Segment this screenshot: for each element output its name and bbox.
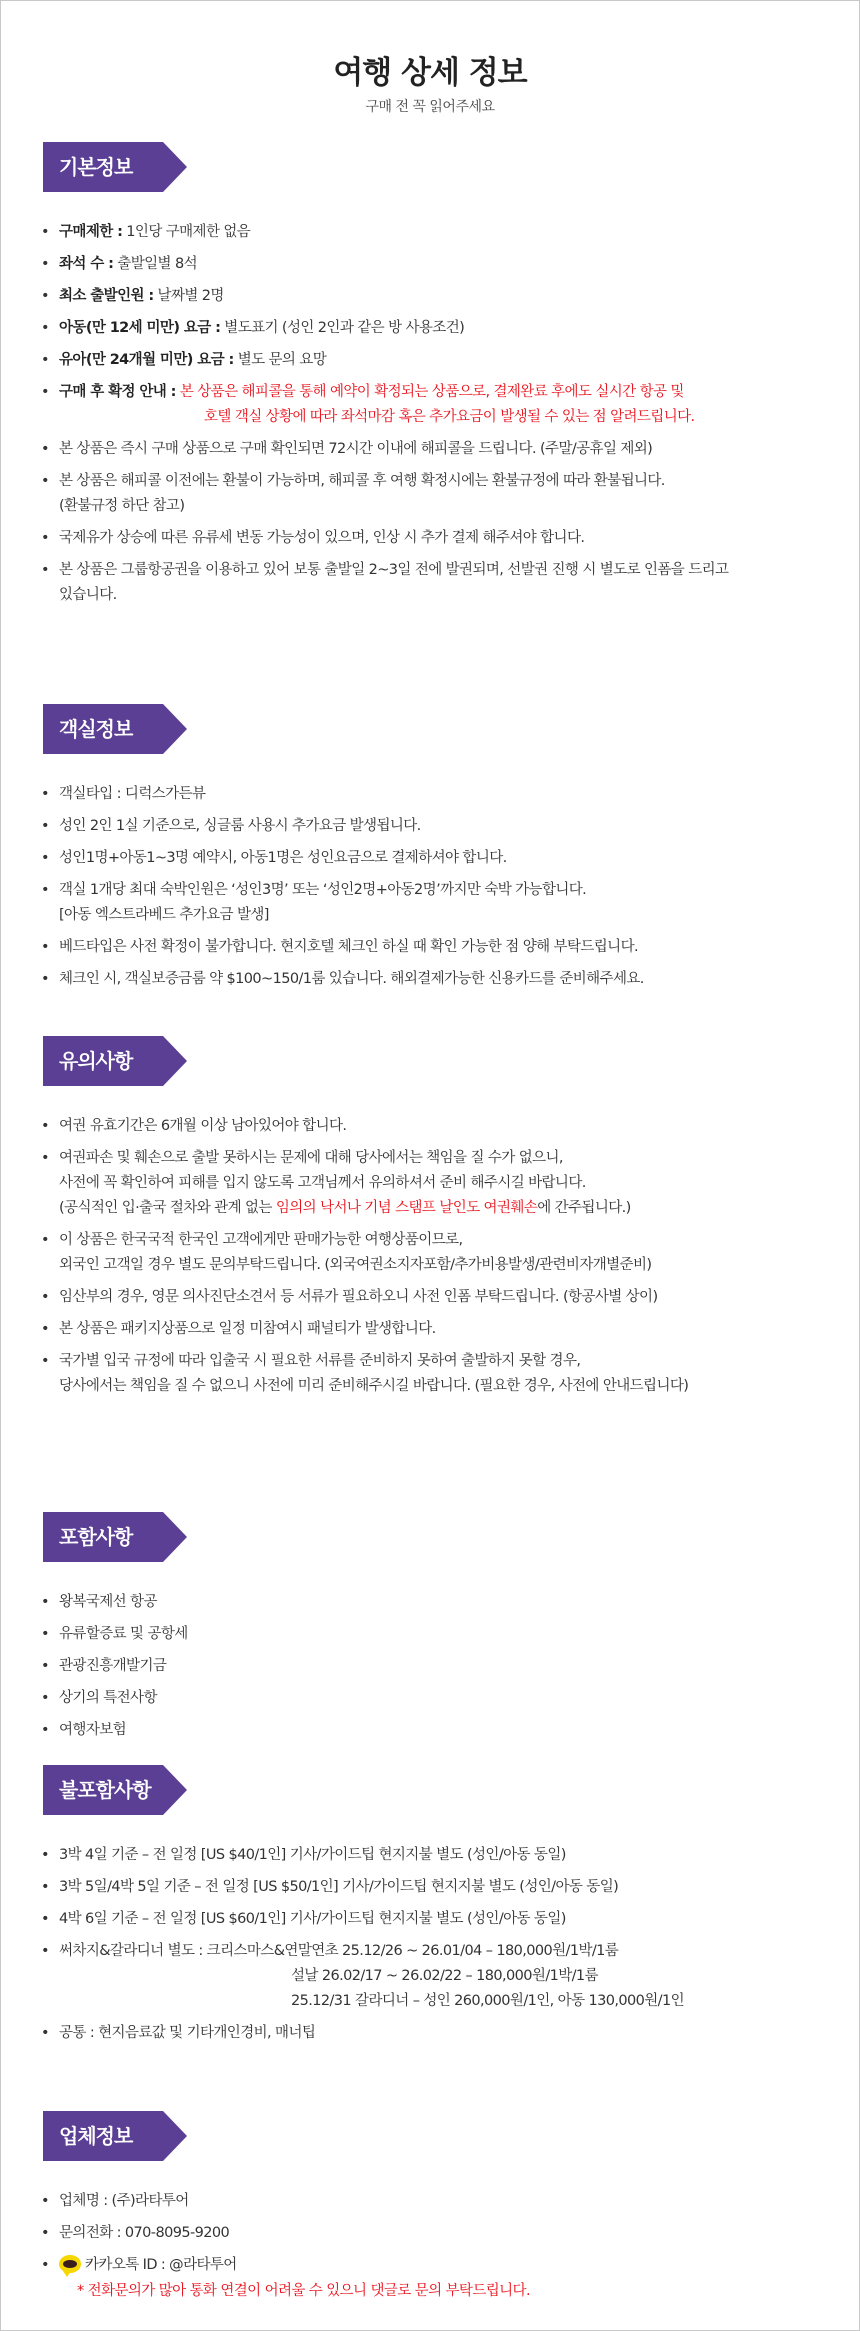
included-list	[1, 1590, 859, 1743]
list-item: • 본 상품은 그룹항공권을 이용하고 있어 보통 출발일 2~3일 전에 발권되며, 선발권 진행 시 별도로 인폼을 드리고 있습니다.	[41, 562, 729, 603]
list-item: • 본 상품은 패키지상품으로 일정 미참여시 패널티가 발생합니다.	[41, 1321, 436, 1337]
kakaotalk-icon	[59, 2255, 81, 2273]
list-item: • 왕복국제선 항공	[41, 1594, 157, 1610]
list-item: • 국제유가 상승에 따른 유류세 변동 가능성이 있으며, 인상 시 추가 결제 해주셔야 합니다.	[41, 530, 585, 546]
notice-list	[1, 1114, 859, 1399]
section-tag	[43, 142, 185, 192]
page-subtitle: 구매 전 꼭 읽어주세요	[365, 99, 495, 115]
list-item: • 임산부의 경우, 영문 의사진단소견서 등 서류가 필요하오니 사전 인폼 부탁드립니다. (항공사별 상이)	[41, 1289, 658, 1305]
list-item: • 공통 : 현지음료값 및 기타개인경비, 매너팁	[41, 2025, 316, 2041]
room-list	[1, 782, 859, 992]
list-item: • 구매제한 : 1인당 구매제한 없음	[41, 224, 251, 240]
list-item: • 본 상품은 즉시 구매 상품으로 구매 확인되면 72시간 이내에 해피콜을 드립니다. (주말/공휴일 제외)	[41, 441, 653, 457]
excluded-list	[1, 1843, 859, 2046]
list-item: • 3박 4일 기준 – 전 일정 [US $40/1인] 기사/가이드팁 현지지불 별도 (성인/아동 동일)	[41, 1847, 566, 1863]
list-item: • 여권파손 및 훼손으로 출발 못하시는 문제에 대해 당사에서는 책임을 질 수가 없으니, 사전에 꼭 확인하여 피해를 입지 않도록 고객님께서 유의하셔서 준비 해주시길 바랍니다. (공식적인 입·출국 절차와 관계 없는 임의의 낙서나 기념 스탬프 날인도 여권훼손에 간주됩니다.)	[41, 1150, 631, 1216]
section-tag	[43, 1036, 185, 1086]
section-tag	[43, 2111, 185, 2161]
list-item: • 성인 2인 1실 기준으로, 싱글룸 사용시 추가요금 발생됩니다.	[41, 818, 421, 834]
list-item: • 3박 5일/4박 5일 기준 – 전 일정 [US $50/1인] 기사/가이드팁 현지지불 별도 (성인/아동 동일)	[41, 1879, 619, 1895]
list-item: • 유류할증료 및 공항세	[41, 1626, 188, 1642]
list-item: • 여권 유효기간은 6개월 이상 남아있어야 합니다.	[41, 1118, 347, 1134]
section-title: 객실정보	[59, 717, 133, 741]
list-item: • 써차지&갈라디너 별도 : 크리스마스&연말연초 25.12/26 ~ 26.01/04 – 180,000원/1박/1룸 설날 26.02/17 ~ 26.02/22 – 180,000원/1박/1룸 25.12/31 갈라디너 – 성인 260,000원/1인, 아동 130,000원/1인	[41, 1943, 684, 2009]
section-room	[1, 704, 859, 999]
list-item: • 좌석 수 : 출발일별 8석	[41, 256, 198, 272]
list-item: • 최소 출발인원 : 날짜별 2명	[41, 288, 224, 304]
list-item: • 업체명 : (주)라타투어	[41, 2193, 189, 2209]
list-item: • 본 상품은 해피콜 이전에는 환불이 가능하며, 해피콜 후 여행 확정시에는 환불규정에 따라 환불됩니다. (환불규정 하단 참고)	[41, 473, 665, 514]
list-item: • 관광진흥개발기금	[41, 1658, 167, 1674]
list-item: • 객실타입 : 디럭스가든뷰	[41, 786, 206, 802]
list-item: • 이 상품은 한국국적 한국인 고객에게만 판매가능한 여행상품이므로, 외국인 고객일 경우 별도 문의부탁드립니다. (외국여권소지자포함/추가비용발생/관련비자개별준비)	[41, 1232, 652, 1273]
list-item: • 구매 후 확정 안내 : 본 상품은 해피콜을 통해 예약이 확정되는 상품으로, 결제완료 후에도 실시간 항공 및 호텔 객실 상황에 따라 좌석마감 혹은 추가요금이 발생될 수 있는 점 알려드립니다.	[41, 384, 695, 425]
company-list	[1, 2189, 859, 2278]
list-item: • 객실 1개당 최대 숙박인원은 ‘성인3명’ 또는 ‘성인2명+아동2명’까지만 숙박 가능합니다. [아동 엑스트라베드 추가요금 발생]	[41, 882, 587, 923]
section-title: 업체정보	[59, 2124, 133, 2148]
list-item: • 여행자보험	[41, 1722, 127, 1738]
section-included	[1, 1512, 859, 1750]
section-title: 유의사항	[59, 1049, 133, 1073]
page-title: 여행 상세 정보	[333, 55, 527, 91]
section-title: 포함사항	[59, 1525, 133, 1549]
list-item: • 성인1명+아동1~3명 예약시, 아동1명은 성인요금으로 결제하셔야 합니다.	[41, 850, 507, 866]
section-notice	[1, 1036, 859, 1406]
section-company	[1, 2111, 859, 2304]
list-item: • 국가별 입국 규정에 따라 입출국 시 필요한 서류를 준비하지 못하여 출발하지 못할 경우, 당사에서는 책임을 질 수 없으니 사전에 미리 준비해주시길 바랍니다. (필요한 경우, 사전에 안내드립니다)	[41, 1353, 689, 1394]
contact-note: * 전화문의가 많아 통화 연결이 어려울 수 있으니 댓글로 문의 부탁드립니다.	[77, 2283, 530, 2299]
list-item: • 베드타입은 사전 확정이 불가합니다. 현지호텔 체크인 하실 때 확인 가능한 점 양해 부탁드립니다.	[41, 939, 638, 955]
section-tag	[43, 1765, 185, 1815]
section-excluded	[1, 1765, 859, 2053]
list-item: • 유아(만 24개월 미만) 요금 : 별도 문의 요망	[41, 352, 327, 368]
list-item: • 4박 6일 기준 – 전 일정 [US $60/1인] 기사/가이드팁 현지지불 별도 (성인/아동 동일)	[41, 1911, 566, 1927]
list-item: • 문의전화 : 070-8095-9200	[41, 2225, 230, 2241]
section-title: 불포함사항	[59, 1778, 151, 1802]
section-title: 기본정보	[59, 155, 133, 179]
section-basic	[1, 142, 859, 615]
list-item: • 카카오톡 ID : @라타투어	[41, 2257, 237, 2273]
section-tag	[43, 1512, 185, 1562]
page-header	[1, 47, 859, 116]
list-item: • 상기의 특전사항	[41, 1690, 157, 1706]
section-tag	[43, 704, 185, 754]
list-item: • 아동(만 12세 미만) 요금 : 별도표기 (성인 2인과 같은 방 사용조건)	[41, 320, 465, 336]
basic-list	[1, 220, 859, 608]
list-item: • 체크인 시, 객실보증금룸 약 $100~150/1룸 있습니다. 해외결제가능한 신용카드를 준비해주세요.	[41, 971, 644, 987]
